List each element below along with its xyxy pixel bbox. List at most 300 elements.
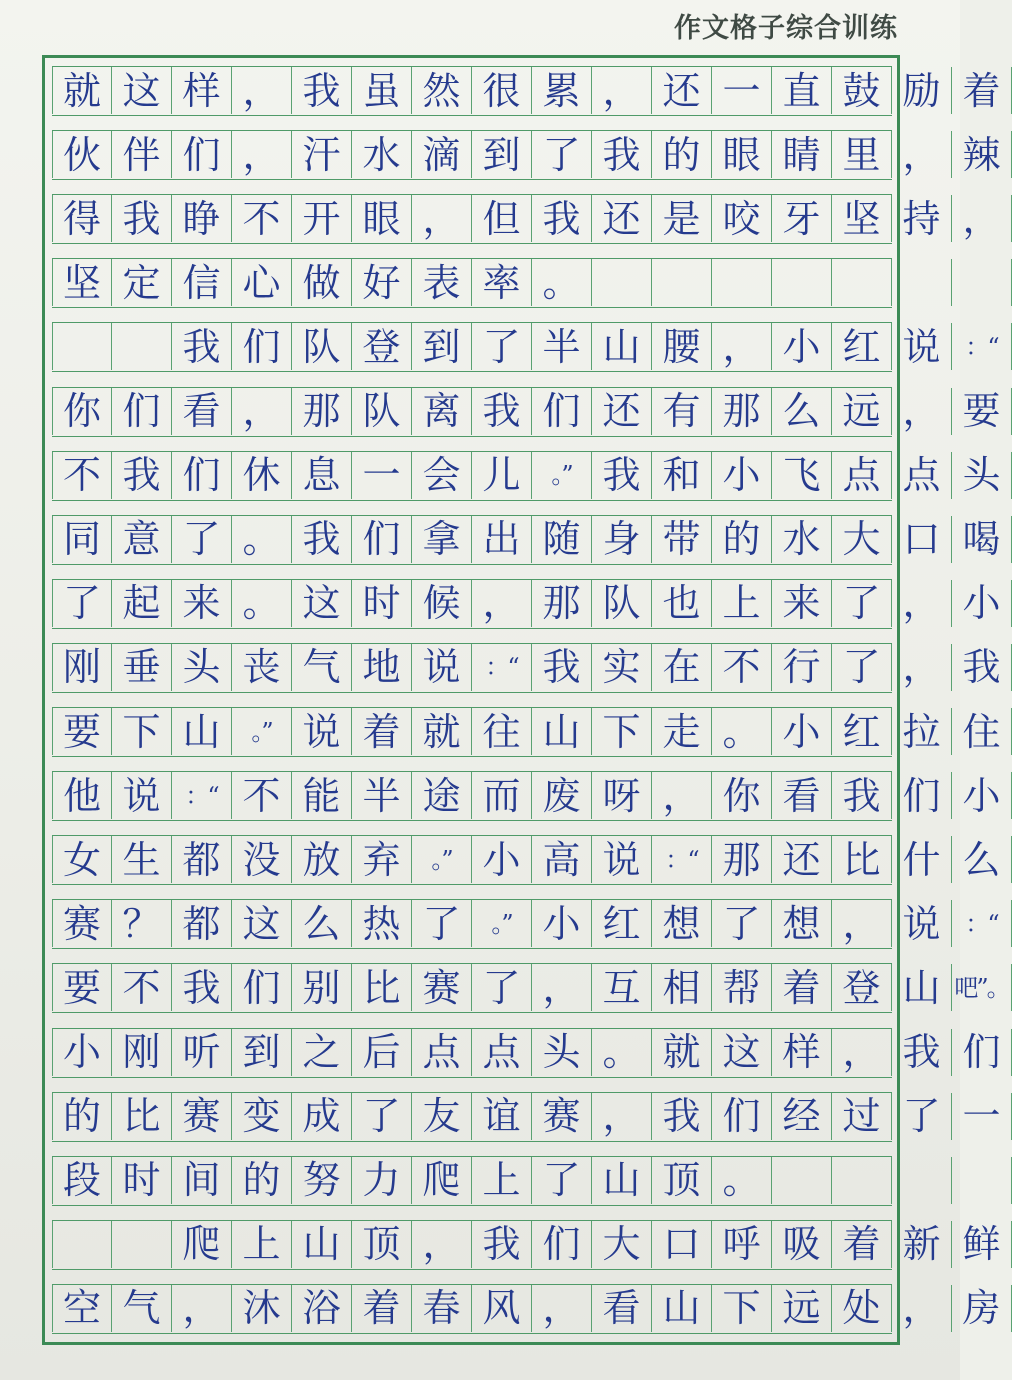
grid-cell: 这 xyxy=(712,1029,772,1076)
grid-cell: 上 xyxy=(472,1157,532,1204)
grid-cell: 住 xyxy=(952,708,1012,755)
grid-cell: 。 xyxy=(592,1029,652,1076)
grid-cell: 不 xyxy=(232,772,292,819)
sheet-title: 作文格子综合训练 xyxy=(674,13,898,44)
grid-cell: 一 xyxy=(952,1093,1012,1140)
grid-cell: 远 xyxy=(772,1285,832,1332)
grid-cell: 队 xyxy=(352,388,412,435)
grid-cell: 点 xyxy=(472,1029,532,1076)
grid-cell: 我 xyxy=(172,964,232,1011)
grid-cell: 风 xyxy=(472,1285,532,1332)
grid-cell: 小 xyxy=(712,452,772,499)
grid-cell: 看 xyxy=(772,772,832,819)
grid-cell: 这 xyxy=(232,900,292,947)
grid-cell: 比 xyxy=(832,836,892,883)
grid-cell: 下 xyxy=(712,1285,772,1332)
grid-cell: 生 xyxy=(112,836,172,883)
grid-cell xyxy=(52,323,112,370)
grid-cell: 头 xyxy=(172,644,232,691)
grid-cell: ， xyxy=(892,388,952,435)
grid-cell: ：“ xyxy=(952,900,1012,947)
grid-cell: 那 xyxy=(532,580,592,627)
grid-cell: 处 xyxy=(832,1285,892,1332)
grid-cell: 刚 xyxy=(52,644,112,691)
grid-cell: 山 xyxy=(172,708,232,755)
grid-cell: 坚 xyxy=(52,259,112,306)
grid-cell: 很 xyxy=(472,67,532,114)
grid-cell: 废 xyxy=(532,772,592,819)
grid-row xyxy=(52,1028,1001,1078)
grid-cell: 。 xyxy=(232,516,292,563)
grid-cell: ， xyxy=(892,580,952,627)
grid-cell: 能 xyxy=(292,772,352,819)
grid-cell: 有 xyxy=(652,388,712,435)
grid-cell: 不 xyxy=(232,195,292,242)
grid-cell: 赛 xyxy=(172,1093,232,1140)
grid-cell: ， xyxy=(832,1029,892,1076)
grid-cell: 相 xyxy=(652,964,712,1011)
grid-cell: 信 xyxy=(172,259,232,306)
grid-cell: 山 xyxy=(892,964,952,1011)
grid-cell: 拿 xyxy=(412,516,472,563)
grid-row xyxy=(52,1092,1001,1142)
grid-cell: 要 xyxy=(52,708,112,755)
grid-cell: 山 xyxy=(292,1221,352,1268)
grid-cell: 往 xyxy=(472,708,532,755)
grid-cell: 力 xyxy=(352,1157,412,1204)
grid-cell: 下 xyxy=(592,708,652,755)
grid-cell: 赛 xyxy=(412,964,472,1011)
grid-cell: 小 xyxy=(952,580,1012,627)
grid-cell xyxy=(832,259,892,306)
grid-cell: 了 xyxy=(412,900,472,947)
grid-cell xyxy=(892,259,952,306)
grid-cell: 了 xyxy=(532,1157,592,1204)
grid-cell: 休 xyxy=(232,452,292,499)
grid-cell: 赛 xyxy=(52,900,112,947)
grid-cell: 么 xyxy=(292,900,352,947)
grid-cell: 了 xyxy=(712,900,772,947)
grid-cell: 着 xyxy=(832,1221,892,1268)
grid-cell xyxy=(832,1157,892,1204)
grid-cell: 想 xyxy=(772,900,832,947)
grid-cell: 这 xyxy=(292,580,352,627)
grid-cell: 也 xyxy=(652,580,712,627)
grid-cell: 离 xyxy=(412,388,472,435)
grid-cell: 顶 xyxy=(352,1221,412,1268)
grid-cell: 女 xyxy=(52,836,112,883)
grid-cell: 一 xyxy=(712,67,772,114)
grid-cell: 看 xyxy=(592,1285,652,1332)
grid-cell: 们 xyxy=(172,131,232,178)
grid-cell: 什 xyxy=(892,836,952,883)
grid-cell: 口 xyxy=(652,1221,712,1268)
grid-cell: ， xyxy=(412,1221,472,1268)
grid-cell: 要 xyxy=(952,388,1012,435)
grid-cell: 都 xyxy=(172,900,232,947)
grid-cell: 小 xyxy=(532,900,592,947)
grid-cell: 是 xyxy=(652,195,712,242)
grid-cell: 口 xyxy=(892,516,952,563)
grid-cell: 刚 xyxy=(112,1029,172,1076)
grid-cell: ， xyxy=(832,900,892,947)
grid-cell: 辣 xyxy=(952,131,1012,178)
grid-cell: 我 xyxy=(652,1093,712,1140)
grid-cell: ， xyxy=(232,131,292,178)
grid-cell xyxy=(952,1157,1012,1204)
grid-row xyxy=(52,707,1001,757)
grid-cell: 爬 xyxy=(412,1157,472,1204)
grid-cell: 着 xyxy=(352,708,412,755)
grid-cell: 了 xyxy=(892,1093,952,1140)
grid-cell: 的 xyxy=(652,131,712,178)
grid-row xyxy=(52,194,1001,244)
grid-cell: 持 xyxy=(892,195,952,242)
grid-cell: 经 xyxy=(772,1093,832,1140)
grid-row xyxy=(52,579,1001,629)
grid-cell: 那 xyxy=(292,388,352,435)
grid-cell: 在 xyxy=(652,644,712,691)
grid-cell: 高 xyxy=(532,836,592,883)
grid-cell: 了 xyxy=(832,644,892,691)
grid-cell: 了 xyxy=(832,580,892,627)
grid-cell: 弃 xyxy=(352,836,412,883)
grid-cell: 会 xyxy=(412,452,472,499)
grid-cell xyxy=(772,1157,832,1204)
grid-frame xyxy=(42,55,900,1345)
grid-cell: 的 xyxy=(232,1157,292,1204)
grid-cell: 沐 xyxy=(232,1285,292,1332)
grid-cell: 你 xyxy=(712,772,772,819)
grid-cell: 来 xyxy=(772,580,832,627)
grid-cell: 互 xyxy=(592,964,652,1011)
grid-cell: 红 xyxy=(832,708,892,755)
grid-cell: 点 xyxy=(892,452,952,499)
grid-cell: 我 xyxy=(832,772,892,819)
grid-cell: ， xyxy=(232,67,292,114)
grid-cell: 着 xyxy=(772,964,832,1011)
grid-cell: 他 xyxy=(52,772,112,819)
grid-cell: 时 xyxy=(352,580,412,627)
grid-cell: ， xyxy=(532,1285,592,1332)
grid-cell: 水 xyxy=(772,516,832,563)
grid-cell: 们 xyxy=(892,772,952,819)
grid-cell: 。 xyxy=(712,708,772,755)
grid-cell: 。 xyxy=(712,1157,772,1204)
grid-cell: 空 xyxy=(52,1285,112,1332)
grid-cell: 我 xyxy=(292,67,352,114)
grid-cell: 大 xyxy=(832,516,892,563)
grid-cell: 们 xyxy=(232,323,292,370)
grid-cell: 了 xyxy=(352,1093,412,1140)
grid-row xyxy=(52,515,1001,565)
grid-cell: 我 xyxy=(532,195,592,242)
grid-cell: ， xyxy=(172,1285,232,1332)
grid-cell: 努 xyxy=(292,1157,352,1204)
grid-cell: 腰 xyxy=(652,323,712,370)
grid-cell: 鲜 xyxy=(952,1221,1012,1268)
grid-cell: 。 xyxy=(232,580,292,627)
grid-cell: 我 xyxy=(112,452,172,499)
grid-row xyxy=(52,643,1001,693)
grid-cell: 睛 xyxy=(772,131,832,178)
grid-cell: 还 xyxy=(592,195,652,242)
grid-cell: 山 xyxy=(532,708,592,755)
grid-cell: 样 xyxy=(772,1029,832,1076)
grid-cell: 们 xyxy=(172,452,232,499)
grid-cell: 这 xyxy=(112,67,172,114)
grid-cell: 直 xyxy=(772,67,832,114)
grid-cell: 那 xyxy=(712,836,772,883)
grid-row xyxy=(52,1220,1001,1270)
grid-cell: 小 xyxy=(772,708,832,755)
grid-cell: 热 xyxy=(352,900,412,947)
grid-cell: 我 xyxy=(532,644,592,691)
grid-cell: 爬 xyxy=(172,1221,232,1268)
grid-cell: 看 xyxy=(172,388,232,435)
grid-cell: 后 xyxy=(352,1029,412,1076)
grid-cell xyxy=(772,259,832,306)
grid-cell: 了 xyxy=(532,131,592,178)
grid-cell: 我 xyxy=(892,1029,952,1076)
grid-cell: 们 xyxy=(952,1029,1012,1076)
grid-cell: 我 xyxy=(292,516,352,563)
grid-cell: 登 xyxy=(352,323,412,370)
grid-cell xyxy=(652,259,712,306)
grid-cell: 那 xyxy=(712,388,772,435)
grid-cell: 们 xyxy=(112,388,172,435)
grid-cell: 小 xyxy=(472,836,532,883)
grid-cell xyxy=(52,1221,112,1268)
grid-cell: 别 xyxy=(292,964,352,1011)
grid-cell xyxy=(112,1221,172,1268)
grid-cell: 飞 xyxy=(772,452,832,499)
grid-cell: 小 xyxy=(52,1029,112,1076)
grid-cell: 们 xyxy=(232,964,292,1011)
grid-cell xyxy=(112,323,172,370)
grid-cell: 水 xyxy=(352,131,412,178)
grid-cell: 。” xyxy=(472,900,532,947)
grid-cell: 顶 xyxy=(652,1157,712,1204)
grid-cell xyxy=(952,259,1012,306)
grid-cell: 着 xyxy=(352,1285,412,1332)
grid-cell: 气 xyxy=(112,1285,172,1332)
grid-row xyxy=(52,835,1001,885)
grid-cell: 但 xyxy=(472,195,532,242)
grid-cell: 就 xyxy=(652,1029,712,1076)
grid-cell: 半 xyxy=(352,772,412,819)
grid-cell: 坚 xyxy=(832,195,892,242)
grid-cell: 我 xyxy=(172,323,232,370)
grid-cell: 咬 xyxy=(712,195,772,242)
grid-cell: 身 xyxy=(592,516,652,563)
grid-cell: 睁 xyxy=(172,195,232,242)
grid-cell: 间 xyxy=(172,1157,232,1204)
grid-cell: 滴 xyxy=(412,131,472,178)
grid-cell: 半 xyxy=(532,323,592,370)
grid-cell: 好 xyxy=(352,259,412,306)
grid-cell: 意 xyxy=(112,516,172,563)
grid-cell: 汗 xyxy=(292,131,352,178)
grid-cell: 到 xyxy=(472,131,532,178)
grid-cell: 就 xyxy=(52,67,112,114)
grid-cell: 我 xyxy=(472,1221,532,1268)
grid-cell: 来 xyxy=(172,580,232,627)
grid-cell: ：“ xyxy=(952,323,1012,370)
grid-cell: 段 xyxy=(52,1157,112,1204)
grid-cell: 实 xyxy=(592,644,652,691)
grid-cell: 不 xyxy=(712,644,772,691)
grid-cell: 友 xyxy=(412,1093,472,1140)
grid-cell: 没 xyxy=(232,836,292,883)
grid-cell: 的 xyxy=(712,516,772,563)
grid-cell: 山 xyxy=(652,1285,712,1332)
grid-cell: 不 xyxy=(52,452,112,499)
grid-cell: 了 xyxy=(52,580,112,627)
grid-cell: 红 xyxy=(832,323,892,370)
grid-cell: 不 xyxy=(112,964,172,1011)
grid-cell: 我 xyxy=(472,388,532,435)
grid-cell: 伙 xyxy=(52,131,112,178)
grid-cell: ， xyxy=(892,131,952,178)
grid-row xyxy=(52,130,1001,180)
grid-cell: 我 xyxy=(592,131,652,178)
grid-cell: 帮 xyxy=(712,964,772,1011)
grid-cell: 小 xyxy=(952,772,1012,819)
grid-row xyxy=(52,322,998,372)
grid-cell: 然 xyxy=(412,67,472,114)
grid-cell: 要 xyxy=(52,964,112,1011)
grid-cell: 心 xyxy=(232,259,292,306)
grid-cell: 点 xyxy=(832,452,892,499)
grid-cell: 我 xyxy=(952,644,1012,691)
grid-cell: 候 xyxy=(412,580,472,627)
grid-cell: 队 xyxy=(592,580,652,627)
grid-cell: 儿 xyxy=(472,452,532,499)
grid-cell: 听 xyxy=(172,1029,232,1076)
grid-row xyxy=(52,771,1001,821)
grid-cell: ：“ xyxy=(652,836,712,883)
grid-row xyxy=(52,899,998,949)
grid-cell: 小 xyxy=(772,323,832,370)
grid-cell: ， xyxy=(592,1093,652,1140)
grid-cell: 。” xyxy=(532,452,592,499)
grid-cell: 开 xyxy=(292,195,352,242)
grid-cell: 随 xyxy=(532,516,592,563)
grid-cell: 头 xyxy=(952,452,1012,499)
grid-cell: 丧 xyxy=(232,644,292,691)
grid-row xyxy=(52,387,1001,437)
grid-cell: 说 xyxy=(412,644,472,691)
grid-cell: ， xyxy=(892,1285,952,1332)
grid-cell: ：“ xyxy=(172,772,232,819)
grid-cell: 着 xyxy=(952,67,1012,114)
grid-cell: 说 xyxy=(112,772,172,819)
grid-cell: 比 xyxy=(112,1093,172,1140)
grid-cell: 上 xyxy=(232,1221,292,1268)
grid-cell: ？ xyxy=(112,900,172,947)
grid-cell: 得 xyxy=(52,195,112,242)
grid-cell: ， xyxy=(652,772,712,819)
grid-row xyxy=(52,1284,1001,1334)
grid-cell: 同 xyxy=(52,516,112,563)
grid-cell: 说 xyxy=(292,708,352,755)
grid-cell: 们 xyxy=(532,388,592,435)
grid-cell: ， xyxy=(472,580,532,627)
grid-cell: 息 xyxy=(292,452,352,499)
grid-cell: 定 xyxy=(112,259,172,306)
grid-cell: 说 xyxy=(892,900,952,947)
grid-cell: 春 xyxy=(412,1285,472,1332)
grid-cell: 虽 xyxy=(352,67,412,114)
grid-cell: 房 xyxy=(952,1285,1012,1332)
grid-cell: 途 xyxy=(412,772,472,819)
grid-cell: 赛 xyxy=(532,1093,592,1140)
grid-cell: 到 xyxy=(412,323,472,370)
grid-cell: 就 xyxy=(412,708,472,755)
grid-cell: 上 xyxy=(712,580,772,627)
grid-cell: 了 xyxy=(172,516,232,563)
grid-cell: 还 xyxy=(592,388,652,435)
grid-cell: 。 xyxy=(532,259,592,306)
grid-cell: ， xyxy=(232,388,292,435)
grid-cell: 带 xyxy=(652,516,712,563)
grid-cell: 地 xyxy=(352,644,412,691)
grid-cell: ， xyxy=(592,67,652,114)
grid-cell: 了 xyxy=(472,323,532,370)
grid-cell: 远 xyxy=(832,388,892,435)
grid-cell: 浴 xyxy=(292,1285,352,1332)
grid-cell: 里 xyxy=(832,131,892,178)
grid-cell: 之 xyxy=(292,1029,352,1076)
grid-cell: ：“ xyxy=(472,644,532,691)
grid-cell: 还 xyxy=(652,67,712,114)
grid-cell: 鼓 xyxy=(832,67,892,114)
grid-cell: 垂 xyxy=(112,644,172,691)
grid-cell: 新 xyxy=(892,1221,952,1268)
grid-cell xyxy=(592,259,652,306)
grid-cell: 想 xyxy=(652,900,712,947)
grid-cell: 拉 xyxy=(892,708,952,755)
grid-cell: 伴 xyxy=(112,131,172,178)
grid-cell: ， xyxy=(952,195,1012,242)
grid-cell: 我 xyxy=(592,452,652,499)
grid-cell: 励 xyxy=(892,67,952,114)
grid-cell: 一 xyxy=(352,452,412,499)
grid-cell: 登 xyxy=(832,964,892,1011)
grid-cell: 喝 xyxy=(952,516,1012,563)
grid-cell: 都 xyxy=(172,836,232,883)
grid-cell: 大 xyxy=(592,1221,652,1268)
grid-cell: 走 xyxy=(652,708,712,755)
grid-cell: 比 xyxy=(352,964,412,1011)
grid-cell: 下 xyxy=(112,708,172,755)
grid-cell: 山 xyxy=(592,1157,652,1204)
grid-cell: 样 xyxy=(172,67,232,114)
grid-cell: 时 xyxy=(112,1157,172,1204)
grid-cell: ， xyxy=(532,964,592,1011)
grid-cell: 。” xyxy=(412,836,472,883)
grid-cell: 牙 xyxy=(772,195,832,242)
grid-cell: 队 xyxy=(292,323,352,370)
grid-cell: 山 xyxy=(592,323,652,370)
grid-cell: 行 xyxy=(772,644,832,691)
grid-cell: 了 xyxy=(472,964,532,1011)
grid-cell: ， xyxy=(892,644,952,691)
grid-cell: 起 xyxy=(112,580,172,627)
grid-cell: 我 xyxy=(112,195,172,242)
grid-cell: 吧”。 xyxy=(952,964,1012,1011)
